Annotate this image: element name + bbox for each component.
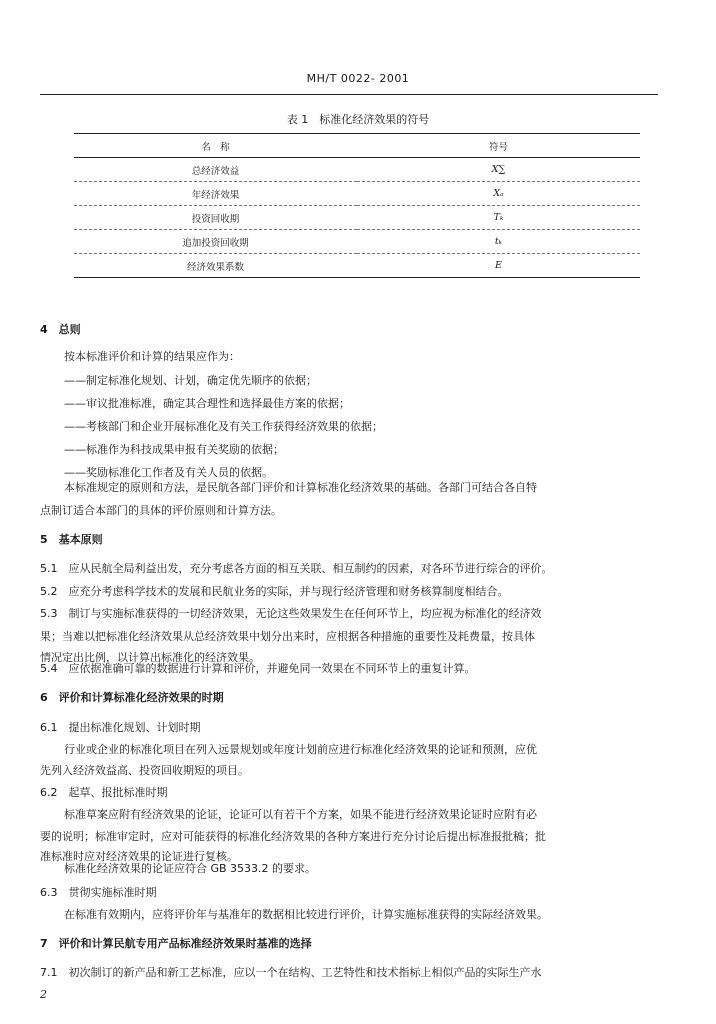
page-number: 2 (40, 988, 47, 1001)
section-4-para-cont: 点制订适合本部门的具体的评价原则和计算方法。 (40, 504, 282, 517)
table-row (74, 206, 640, 230)
row-symbol: E (495, 260, 502, 271)
header-rule (40, 94, 658, 95)
section-4-lead: 按本标准评价和计算的结果应作为： (64, 350, 240, 363)
clause-6-1-title: 6.1 提出标准化规划、计划时期 (40, 721, 201, 734)
list-item: ——制定标准化规划、计划，确定优先顺序的依据； (64, 374, 317, 387)
clause-7-1: 7.1 初次制订的新产品和新工艺标准，应以一个在结构、工艺特性和技术指标上相似产品的实际生产水 (40, 966, 542, 979)
table-caption: 表 1 标准化经济效果的符号 (286, 113, 430, 126)
clause-5-3: 5.3 制订与实施标准获得的一切经济效果，无论这些效果发生在任何环节上，均应视为标准化的经济效 (40, 607, 542, 620)
table-header-row (74, 134, 640, 158)
clause-6-1-text-cont: 先列入经济效益高、投资回收期短的项目。 (40, 764, 249, 777)
table-row (74, 182, 640, 206)
row-name: 投资回收期 (191, 213, 240, 225)
clause-6-2-text: 标准草案应附有经济效果的论证，论证可以有若干个方案，如果不能进行经济效果论证时应附有必 (64, 808, 537, 821)
row-name: 总经济效益 (191, 165, 240, 177)
clause-5-2: 5.2 应充分考虑科学技术的发展和民航业务的实际，并与现行经济管理和财务核算制度相结合。 (40, 585, 509, 598)
col-name-header: 名 称 (201, 141, 230, 153)
symbol-table (74, 133, 640, 278)
clause-6-3-text: 在标准有效期内，应将评价年与基准年的数据相比较进行评价，计算实施标准获得的实际经济效果。 (64, 908, 548, 921)
section-5-heading: 5 基本原则 (40, 533, 103, 546)
clause-6-2-title: 6.2 起草、报批标准时期 (40, 786, 168, 799)
list-item: ——审议批准标准，确定其合理性和选择最佳方案的依据； (64, 397, 350, 410)
clause-5-1: 5.1 应从民航全局利益出发，充分考虑各方面的相互关联、相互制约的因素，对各环节进行综合的评价。 (40, 562, 553, 575)
clause-5-3-cont: 果；当难以把标准化经济效果从总经济效果中划分出来时，应根据各种措施的重要性及耗费量，按具体 (40, 630, 535, 643)
row-symbol: X∑ (491, 164, 506, 175)
row-name: 年经济效果 (191, 189, 240, 201)
clause-6-1-text: 行业或企业的标准化项目在列入远景规划或年度计划前应进行标准化经济效果的论证和预测，应优 (64, 743, 537, 756)
row-symbol: tₖ (494, 236, 503, 247)
section-6-heading: 6 评价和计算标准化经济效果的时期 (40, 691, 224, 704)
clause-6-3-title: 6.3 贯彻实施标准时期 (40, 886, 157, 899)
section-4-heading: 4 总则 (40, 323, 81, 336)
table-row (74, 254, 640, 278)
row-name: 追加投资回收期 (182, 237, 249, 249)
row-symbol: Tₖ (493, 212, 504, 223)
clause-6-2-text-cont: 要的说明；标准审定时，应对可能获得的标准化经济效果的各种方案进行充分讨论后提出标准报批稿；批 (40, 830, 546, 843)
clause-6-2-text-cont: 准标准时应对经济效果的论证进行复核。 (40, 850, 238, 863)
list-item: ——标准作为科技成果申报有关奖励的依据； (64, 443, 284, 456)
list-item: ——奖励标准化工作者及有关人员的依据。 (64, 466, 273, 479)
section-4-para: 本标准规定的原则和方法，是民航各部门评价和计算标准化经济效果的基础。各部门可结合各自特 (64, 481, 537, 494)
clause-6-2-gb-ref: 标准化经济效果的论证应符合 GB 3533.2 的要求。 (64, 862, 317, 875)
table-row (74, 158, 640, 182)
list-item: ——考核部门和企业开展标准化及有关工作获得经济效果的依据； (64, 420, 383, 433)
col-symbol-header: 符号 (488, 141, 508, 153)
row-name: 经济效果系数 (186, 261, 244, 273)
standard-number: MH/T 0022- 2001 (306, 72, 410, 85)
clause-5-3-cont: 情况定出比例，以计算出标准化的经济效果。 (40, 651, 260, 664)
section-7-heading: 7 评价和计算民航专用产品标准经济效果时基准的选择 (40, 937, 312, 950)
clause-5-4: 5.4 应依据准确可靠的数据进行计算和评价，并避免同一效果在不同环节上的重复计算。 (40, 662, 476, 675)
table-row (74, 230, 640, 254)
row-symbol: Xₐ (493, 188, 504, 199)
